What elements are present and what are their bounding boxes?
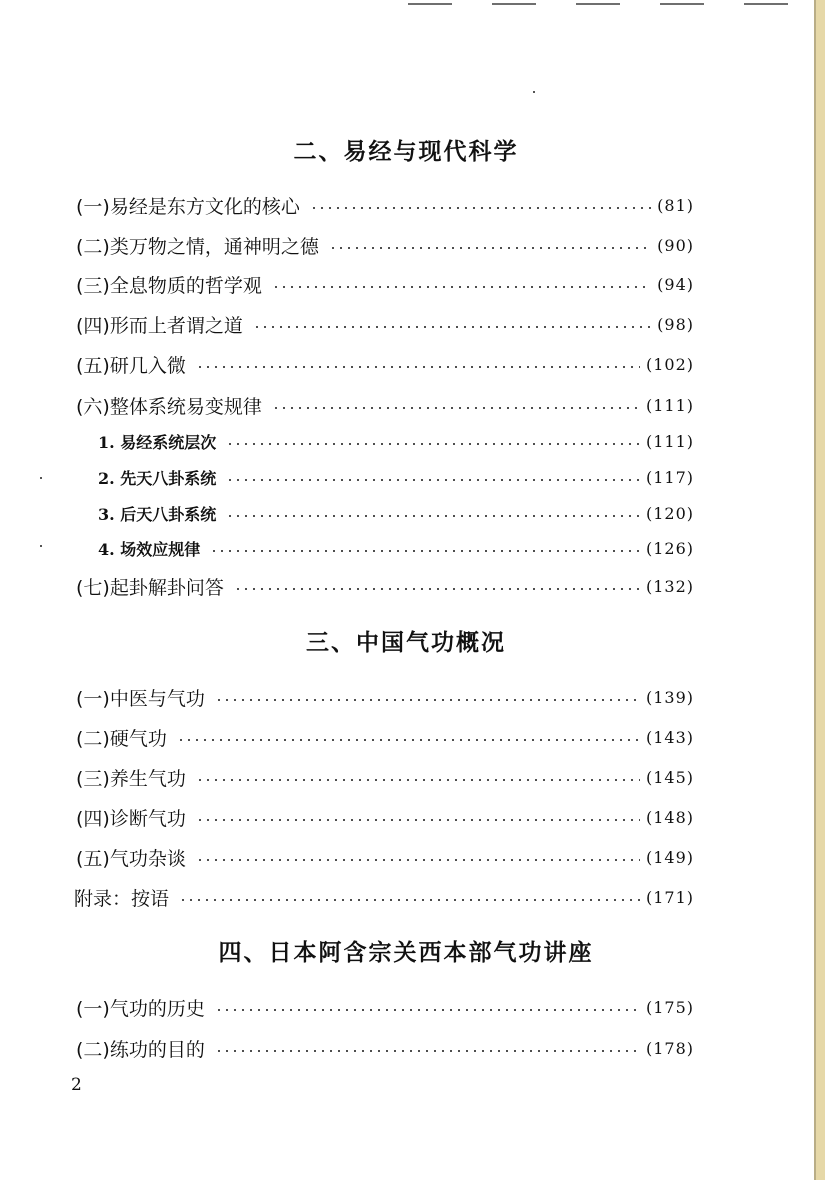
toc-entry (76, 1034, 694, 1062)
toc-entry (76, 231, 694, 259)
toc-entry (76, 723, 694, 751)
page-number: (120) (645, 503, 694, 523)
page-number: (94) (657, 274, 694, 294)
page-edge-line (814, 0, 816, 1180)
toc-entry (76, 843, 694, 871)
dot-leader (196, 859, 640, 861)
page-number: (148) (645, 807, 694, 827)
toc-entry (76, 270, 694, 298)
dot-leader (253, 326, 651, 328)
toc-entry (76, 350, 694, 378)
dot-leader (272, 407, 640, 409)
toc-entry (76, 391, 694, 419)
toc-entry (76, 572, 694, 600)
entry-title: 3. 后天八卦系统 (98, 504, 217, 524)
toc-subentry (98, 534, 694, 562)
dot-leader (177, 739, 640, 741)
entry-title: (一)气功的历史 (76, 997, 205, 1020)
dot-leader (310, 207, 651, 209)
dot-leader (215, 1050, 640, 1052)
entry-title: (三)养生气功 (76, 767, 186, 790)
dot-leader (226, 479, 640, 481)
dot-leader (215, 1009, 640, 1011)
page-folio: 2 (71, 1075, 82, 1095)
section-heading: 二、易经与现代科学 (293, 138, 519, 165)
page-edge (815, 0, 825, 1180)
toc-entry (76, 191, 694, 219)
toc-entry (76, 993, 694, 1021)
page-number: (145) (645, 767, 694, 787)
toc-appendix-entry (74, 883, 694, 911)
scan-speck (533, 91, 535, 93)
dot-leader (226, 515, 640, 517)
page-number: (90) (657, 235, 694, 255)
scan-speck (40, 477, 42, 479)
page-number: (111) (645, 395, 694, 415)
page-number: (171) (645, 887, 694, 907)
entry-title: (五)研几入微 (76, 354, 186, 377)
page-number: (132) (645, 576, 694, 596)
toc-subentry (98, 427, 694, 455)
dot-leader (196, 779, 640, 781)
entry-title: (六)整体系统易变规律 (76, 395, 262, 418)
dot-leader (226, 443, 640, 445)
entry-title: (一)中医与气功 (76, 687, 205, 710)
dot-leader (196, 819, 640, 821)
page-number: (139) (645, 687, 694, 707)
toc-subentry (98, 499, 694, 527)
toc-entry (76, 683, 694, 711)
toc-entry (76, 310, 694, 338)
page-number: (81) (657, 195, 694, 215)
page-number: (98) (657, 314, 694, 334)
entry-title: (一)易经是东方文化的核心 (76, 195, 300, 218)
entry-title: 附录：按语 (74, 887, 170, 910)
page-number: (149) (645, 847, 694, 867)
dot-leader (196, 366, 640, 368)
dot-leader (234, 588, 640, 590)
toc-subentry (98, 463, 694, 491)
entry-title: (七)起卦解卦问答 (76, 576, 224, 599)
dot-leader (210, 550, 640, 552)
entry-title: (四)诊断气功 (76, 807, 186, 830)
entry-title: 4. 场效应规律 (98, 539, 201, 559)
dot-leader (179, 899, 640, 901)
page-number: (175) (645, 997, 694, 1017)
page-number: (117) (645, 467, 694, 487)
toc-entry (76, 763, 694, 791)
section-heading: 四、日本阿含宗关西本部气功讲座 (218, 939, 594, 966)
page-number: (143) (645, 727, 694, 747)
entry-title: (五)气功杂谈 (76, 847, 186, 870)
toc-entry (76, 803, 694, 831)
entry-title: (四)形而上者谓之道 (76, 314, 243, 337)
dot-leader (272, 286, 651, 288)
entry-title: (三)全息物质的哲学观 (76, 274, 262, 297)
dot-leader (215, 699, 640, 701)
dot-leader (329, 247, 651, 249)
page-number: (102) (645, 354, 694, 374)
page-number: (111) (645, 431, 694, 451)
scan-speck (40, 545, 42, 547)
entry-title: 2. 先天八卦系统 (98, 468, 217, 488)
section-heading: 三、中国气功概况 (306, 629, 506, 656)
entry-title: 1. 易经系统层次 (98, 432, 217, 452)
page-number: (126) (645, 538, 694, 558)
entry-title: (二)类万物之情，通神明之德 (76, 235, 319, 258)
entry-title: (二)硬气功 (76, 727, 167, 750)
entry-title: (二)练功的目的 (76, 1038, 205, 1061)
page-number: (178) (645, 1038, 694, 1058)
top-rule (0, 0, 825, 6)
